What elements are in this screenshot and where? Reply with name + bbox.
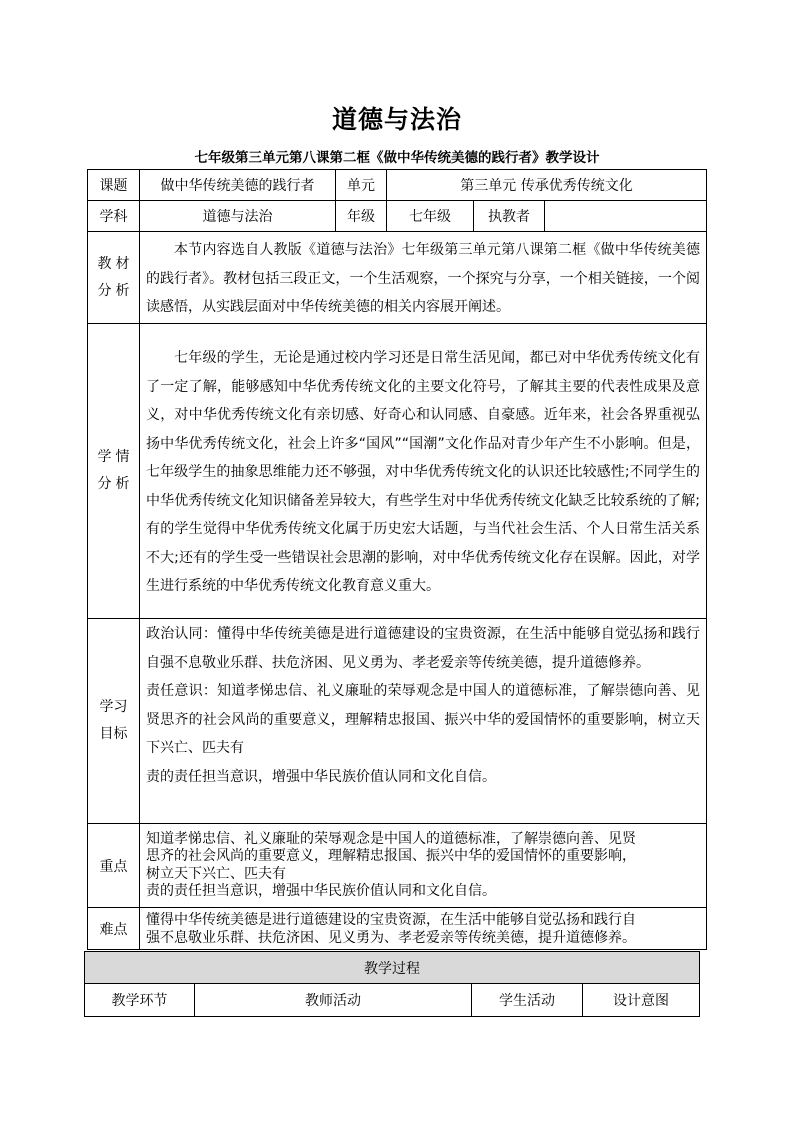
teacher-value (545, 201, 707, 232)
goal-responsibility: 责任意识：知道孝悌忠信、礼义廉耻的荣辱观念是中国人的道德标准，了解崇德向善、见贤思齐的社会风尚的重要意义，理解精忠报国、振兴中华的爱国情怀的重要影响，树立天下兴亡、匹夫有 (146, 683, 701, 756)
column-header-student: 学生活动 (472, 984, 583, 1017)
grade-value: 七年级 (387, 201, 474, 232)
document-subtitle: 七年级第三单元第八课第二框《做中华传统美德的践行者》教学设计 (194, 150, 600, 166)
process-table (84, 951, 700, 1017)
key-points-label: 重点 (88, 824, 140, 908)
grade-label: 年级 (336, 201, 387, 232)
document-title: 道德与法治 (331, 105, 462, 134)
key-points-content: 知道孝悌忠信、礼义廉耻的荣辱观念是中国人的道德标准，了解崇德向善、见贤 思齐的社会风尚的重要意义，理解精忠报国、振兴中华的爱国情怀的重要影响， 树立天下兴亡、匹夫有 责的责任担当意识，增强中华民族价值认同和文化自信。 (140, 824, 707, 908)
student-label: 学情 分析 (88, 324, 140, 619)
key-points-row (88, 824, 707, 908)
goal-political: 政治认同：懂得中华传统美德是进行道德建设的宝贵资源，在生活中能够自觉弘扬和践行自强不息敬业乐群、扶危济困、见义勇为、孝老爱亲等传统美德，提升道德修养。 (146, 626, 701, 671)
textbook-content: 本节内容选自人教版《道德与法治》七年级第三单元第八课第二框《做中华传统美德的践行者》。教材包括三段正文，一个生活观察，一个探究与分享，一个相关链接，一个阅读感悟，从实践层面对中华传统美德的相关内容展开阐述。 (140, 232, 707, 324)
goals-content (140, 619, 707, 824)
process-header-row (85, 984, 700, 1017)
difficult-points-label: 难点 (88, 908, 140, 950)
goals-label: 学习 目标 (88, 619, 140, 824)
column-header-intent: 设计意图 (583, 984, 700, 1017)
unit-value: 第三单元 传承优秀传统文化 (387, 170, 707, 201)
textbook-label: 教材 分析 (88, 232, 140, 324)
difficult-points-content: 懂得中华传统美德是进行道德建设的宝贵资源，在生活中能够自觉弘扬和践行自 强不息敬业乐群、扶危济困、见义勇为、孝老爱亲等传统美德，提升道德修养。 (140, 908, 707, 950)
column-header-stage: 教学环节 (85, 984, 195, 1017)
subject-label: 学科 (88, 201, 140, 232)
course-value: 做中华传统美德的践行者 (140, 170, 336, 201)
lesson-info-table (87, 169, 707, 950)
course-label: 课题 (88, 170, 140, 201)
goal-responsibility-cont: 责的责任担当意识，增强中华民族价值认同和文化自信。 (146, 768, 496, 785)
student-row (88, 324, 707, 619)
student-content: 七年级的学生，无论是通过校内学习还是日常生活见闻，都已对中华优秀传统文化有了一定了解，能够感知中华优秀传统文化的主要文化符号，了解其主要的代表性成果及意义，对中华优秀传统文化有亲切感、好奇心和认同感、自豪感。近年来，社会各界重视弘扬中华优秀传统文化，社会上许多“国风”“国潮”文化作品对青少年产生不小影响。但是，七年级学生的抽象思维能力还不够强，对中华优秀传统文化的认识还比较感性;不同学生的中华优秀传统文化知识储备差异较大，有些学生对中华优秀传统文化缺乏比较系统的了解;有的学生觉得中华优秀传统文化属于历史宏大话题，与当代社会生活、个人日常生活关系不大;还有的学生受一些错误社会思潮的影响，对中华优秀传统文化存在误解。因此，对学生进行系统的中华优秀传统文化教育意义重大。 (140, 324, 707, 619)
difficult-points-row (88, 908, 707, 950)
column-header-teacher: 教师活动 (195, 984, 472, 1017)
process-heading: 教学过程 (85, 952, 700, 984)
teacher-label: 执教者 (474, 201, 545, 232)
subject-value: 道德与法治 (140, 201, 336, 232)
textbook-row (88, 232, 707, 324)
course-row (88, 170, 707, 201)
unit-label: 单元 (336, 170, 387, 201)
goals-row (88, 619, 707, 824)
process-heading-row (85, 952, 700, 984)
subject-row (88, 201, 707, 232)
